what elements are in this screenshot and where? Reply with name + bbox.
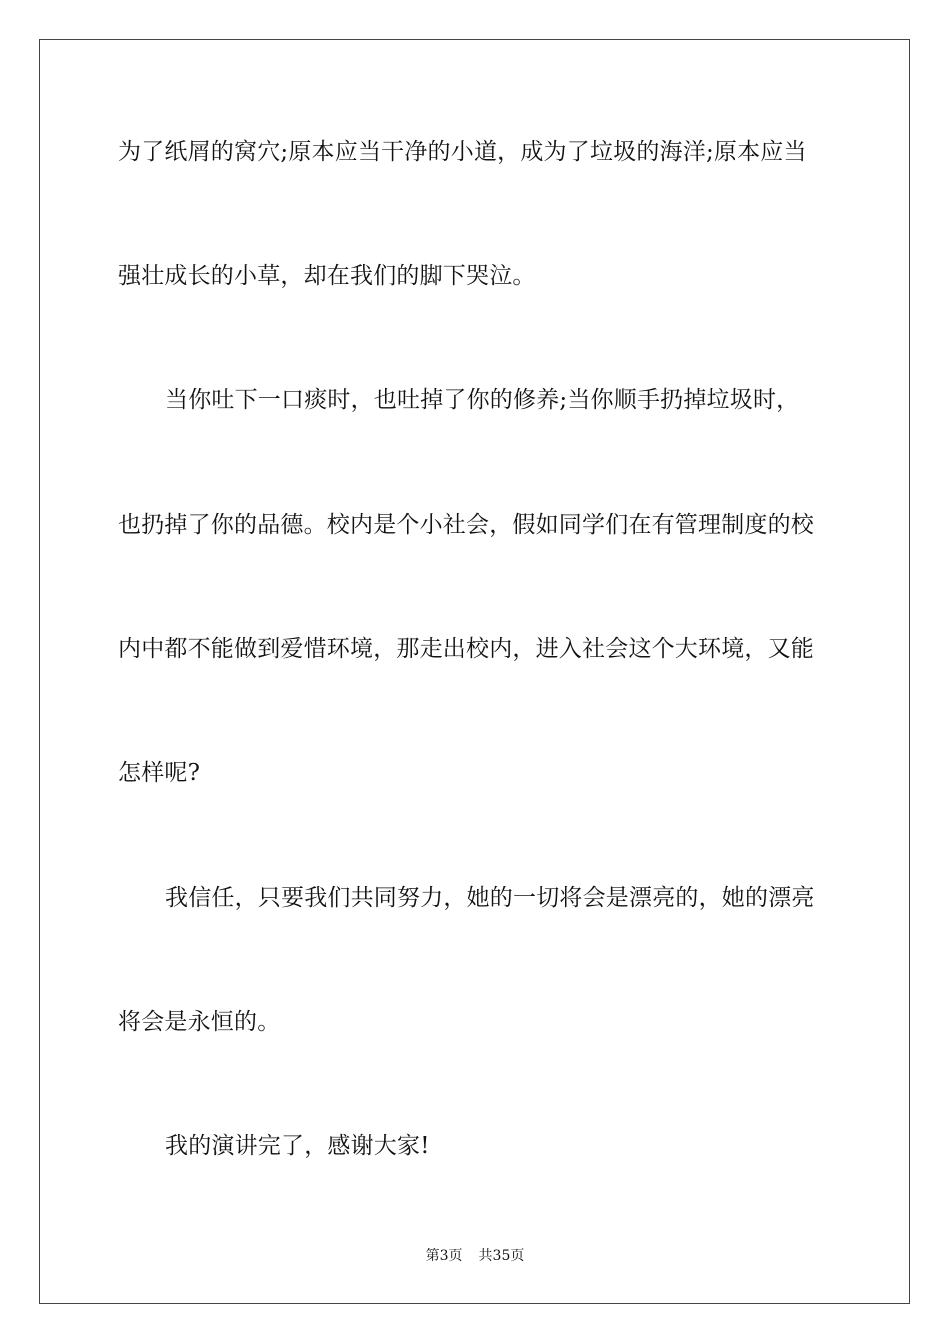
text-line: 内中都不能做到爱惜环境，那走出校内，进入社会这个大环境，又能 [118, 636, 814, 662]
page-total: 共35页 [478, 1248, 525, 1264]
page-border [39, 39, 910, 1304]
text-line: 强壮成长的小草，却在我们的脚下哭泣。 [118, 263, 536, 289]
text-line: 也扔掉了你的品德。校内是个小社会，假如同学们在有管理制度的校 [118, 512, 814, 538]
paragraph-first-line: 我信任，只要我们共同努力，她的一切将会是漂亮的，她的漂亮 [165, 885, 815, 911]
page-footer [0, 1247, 950, 1265]
paragraph-first-line: 当你吐下一口痰时，也吐掉了你的修养;当你顺手扔掉垃圾时， [165, 387, 800, 413]
text-line: 怎样呢? [118, 760, 201, 786]
text-line: 将会是永恒的。 [118, 1009, 281, 1035]
text-line: 为了纸屑的窝穴;原本应当干净的小道，成为了垃圾的海洋;原本应当 [118, 139, 807, 165]
page-number: 第3页 [425, 1248, 463, 1264]
paragraph-first-line: 我的演讲完了，感谢大家! [165, 1133, 430, 1159]
